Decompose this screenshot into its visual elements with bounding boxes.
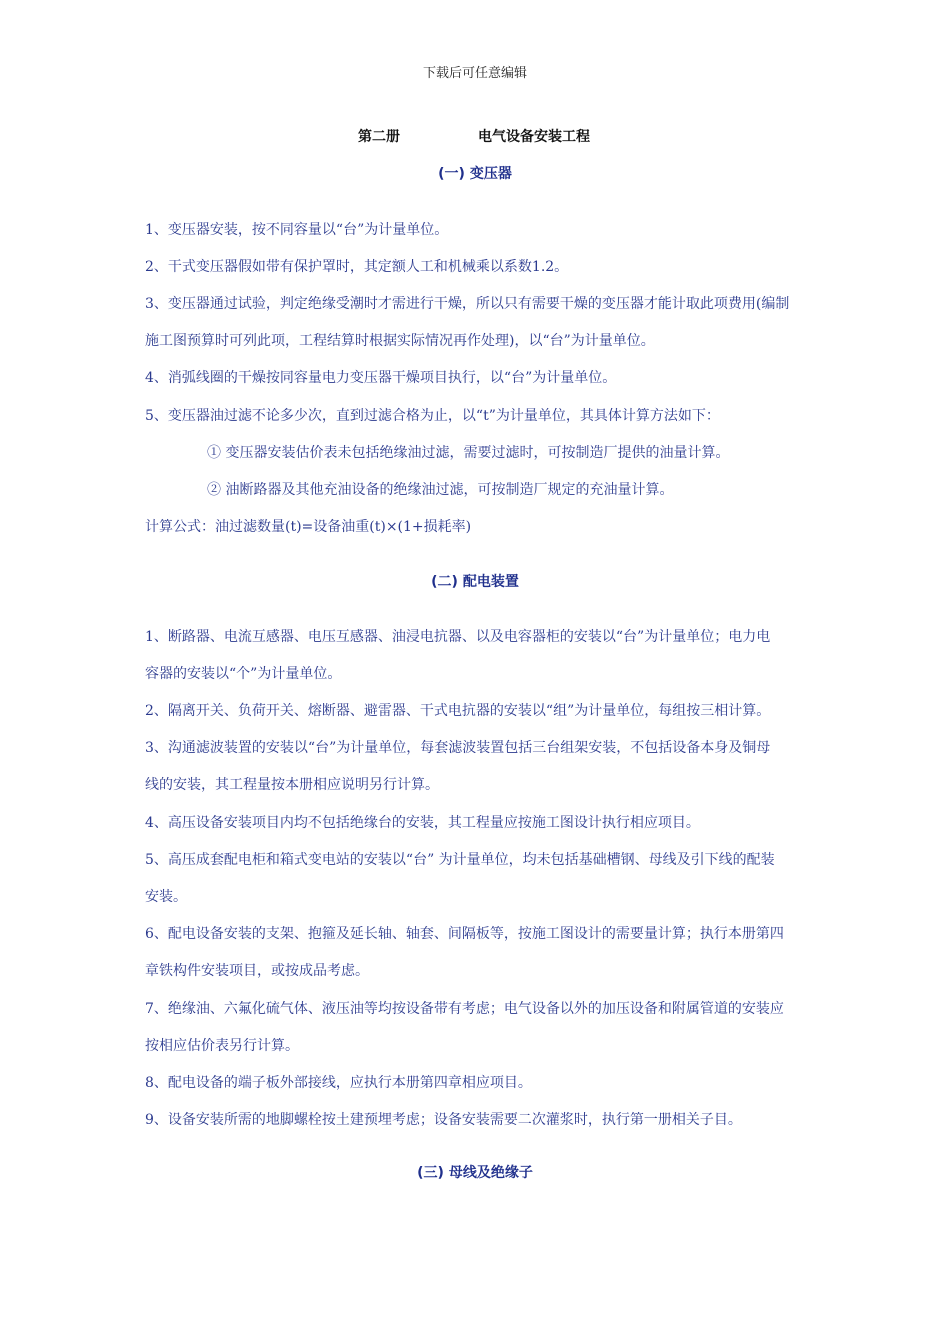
paragraph-line: 施工图预算时可列此项，工程结算时根据实际情况再作处理)，以“台”为计量单位。	[145, 333, 655, 349]
paragraph-line: 4、高压设备安装项目内均不包括绝缘台的安装，其工程量应按施工图设计执行相应项目。	[145, 815, 700, 831]
list-item: ① 变压器安装估价表未包括绝缘油过滤，需要过滤时，可按制造厂提供的油量计算。	[207, 445, 730, 461]
paragraph-line: 4、消弧线圈的干燥按同容量电力变压器干燥项目执行，以“台”为计量单位。	[145, 370, 617, 386]
section-heading-transformer: (一) 变压器	[438, 166, 512, 182]
paragraph-line: 3、变压器通过试验，判定绝缘受潮时才需进行干燥，所以只有需要干燥的变压器才能计取此项费用(编制	[145, 296, 790, 312]
list-item: ② 油断路器及其他充油设备的绝缘油过滤，可按制造厂规定的充油量计算。	[207, 482, 674, 498]
paragraph-line: 2、干式变压器假如带有保护罩时，其定额人工和机械乘以系数1.2。	[145, 259, 569, 275]
paragraph-line: 安装。	[145, 889, 187, 905]
volume-label: 第二册	[358, 129, 400, 145]
formula-line: 计算公式：油过滤数量(t)=设备油重(t)×(1+损耗率)	[145, 519, 472, 535]
volume-name: 电气设备安装工程	[478, 129, 590, 145]
section-heading-switchgear: (二) 配电装置	[431, 574, 519, 590]
paragraph-line: 章铁构件安装项目，或按成品考虑。	[145, 963, 369, 979]
section-heading-busbar: (三) 母线及绝缘子	[417, 1165, 533, 1181]
paragraph-line: 9、设备安装所需的地脚螺栓按土建预埋考虑；设备安装需要二次灌浆时，执行第一册相关子目。	[145, 1112, 742, 1128]
paragraph-line: 5、高压成套配电柜和箱式变电站的安装以“台” 为计量单位，均未包括基础槽钢、母线及引下线的配装	[145, 852, 775, 868]
paragraph-line: 1、变压器安装，按不同容量以“台”为计量单位。	[145, 222, 449, 238]
paragraph-line: 5、变压器油过滤不论多少次，直到过滤合格为止，以“t”为计量单位，其具体计算方法如下：	[145, 408, 720, 424]
paragraph-line: 线的安装，其工程量按本册相应说明另行计算。	[145, 777, 439, 793]
paragraph-line: 6、配电设备安装的支架、抱箍及延长轴、轴套、间隔板等，按施工图设计的需要量计算；执行本册第四	[145, 926, 784, 942]
paragraph-line: 3、沟通滤波装置的安装以“台”为计量单位，每套滤波装置包括三台组架安装，不包括设备本身及铜母	[145, 740, 771, 756]
paragraph-line: 8、配电设备的端子板外部接线，应执行本册第四章相应项目。	[145, 1075, 532, 1091]
paragraph-line: 2、隔离开关、负荷开关、熔断器、避雷器、干式电抗器的安装以“组”为计量单位，每组按三相计算。	[145, 703, 771, 719]
paragraph-line: 按相应估价表另行计算。	[145, 1038, 299, 1054]
paragraph-line: 7、绝缘油、六氟化硫气体、液压油等均按设备带有考虑；电气设备以外的加压设备和附属管道的安装应	[145, 1001, 784, 1017]
page-header: 下载后可任意编辑	[422, 66, 527, 81]
paragraph-line: 1、断路器、电流互感器、电压互感器、油浸电抗器、以及电容器柜的安装以“台”为计量单位；电力电	[145, 629, 771, 645]
paragraph-line: 容器的安装以“个”为计量单位。	[145, 666, 342, 682]
